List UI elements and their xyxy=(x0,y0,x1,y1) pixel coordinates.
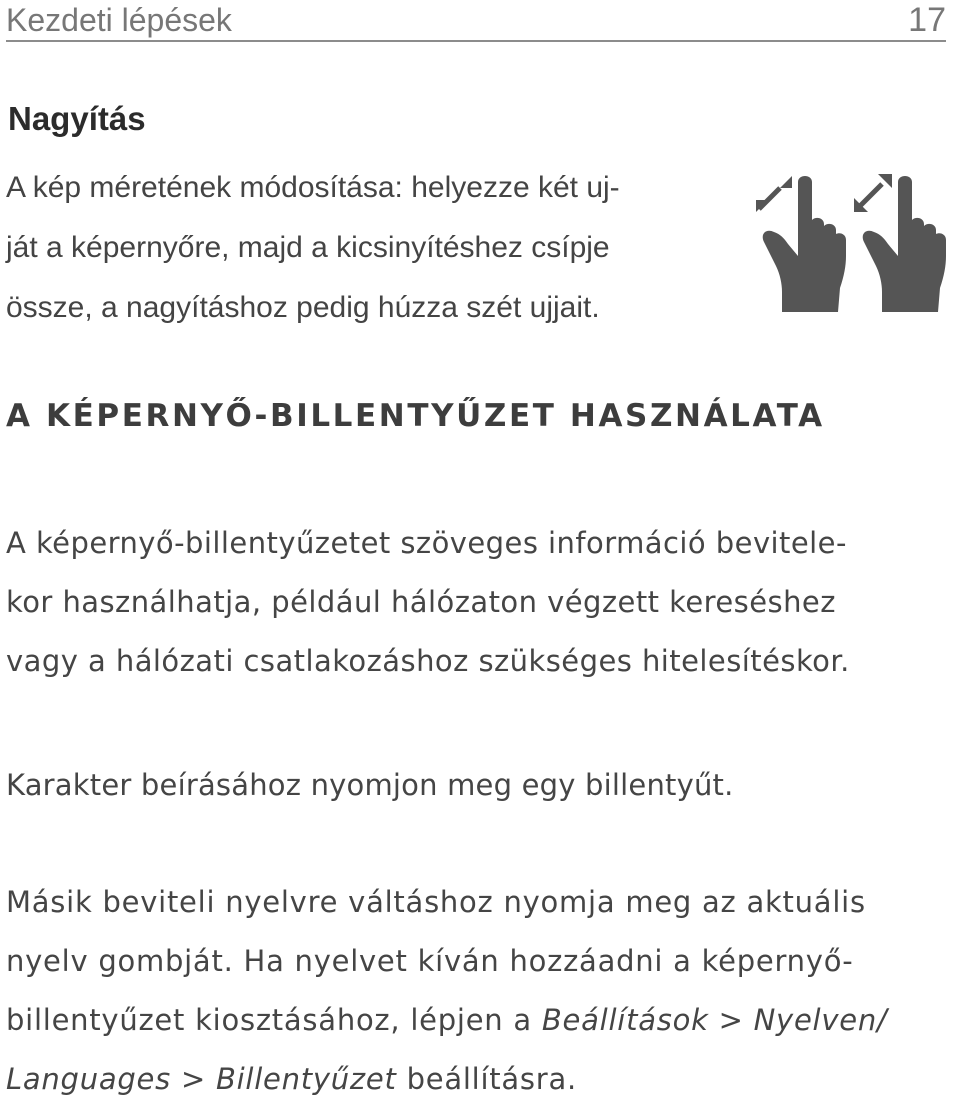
paragraph-line: Másik beviteli nyelvre váltáshoz nyomja meg az aktuális xyxy=(6,885,866,919)
page-number: 17 xyxy=(908,1,946,39)
keyboard-paragraph-1 xyxy=(6,514,954,691)
keyboard-paragraph-2 xyxy=(6,756,954,815)
line-text: beállításra. xyxy=(396,1062,577,1096)
paragraph-line: vagy a hálózati csatlakozáshoz szükséges hitelesítéskor. xyxy=(6,644,850,678)
zoom-line: össze, a nagyításhoz pedig húzza szét ujjait. xyxy=(6,291,600,324)
zoom-description xyxy=(6,158,736,338)
gesture-illustration xyxy=(752,170,952,320)
paragraph-line: A képernyő-billentyűzetet szöveges információ bevitele- xyxy=(6,526,847,560)
spread-gesture-icon xyxy=(852,170,948,320)
paragraph-line: Karakter beírásához nyomjon meg egy billentyűt. xyxy=(6,768,734,802)
paragraph-line: kor használhatja, például hálózaton végzett kereséshez xyxy=(6,585,836,619)
page-header xyxy=(6,0,946,42)
section-title: Kezdeti lépések xyxy=(6,2,232,38)
settings-path-italic: Languages > Billentyűzet xyxy=(6,1062,397,1096)
zoom-line: ját a képernyőre, majd a kicsinyítéshez csípje xyxy=(6,231,610,264)
keyboard-section-heading: A KÉPERNYŐ-BILLENTYŰZET HASZNÁLATA xyxy=(6,398,825,434)
zoom-line: A kép méretének módosítása: helyezze két uj- xyxy=(6,171,620,204)
settings-path-italic: Beállítások > Nyelven/ xyxy=(541,1003,888,1037)
paragraph-line xyxy=(6,991,954,1050)
line-text: billentyűzet kiosztásához, lépjen a xyxy=(6,1003,542,1037)
pinch-gesture-icon xyxy=(752,170,848,320)
zoom-heading: Nagyítás xyxy=(8,100,146,137)
paragraph-line: nyelv gombját. Ha nyelvet kíván hozzáadni a képernyő- xyxy=(6,944,854,978)
keyboard-paragraph-3 xyxy=(6,873,954,1109)
paragraph-line xyxy=(6,1050,954,1109)
